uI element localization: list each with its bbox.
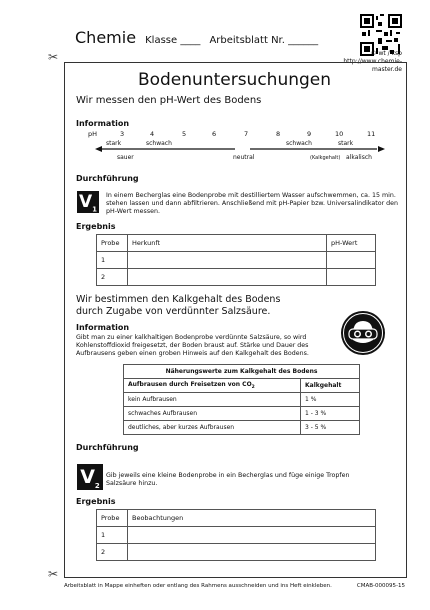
- result-table-ph: [96, 234, 376, 286]
- ph-value: 5: [182, 130, 187, 138]
- column-header: Probe: [97, 235, 128, 252]
- experiment-instructions: Gib jeweils eine kleine Bodenprobe in ein Becherglas und füge einige Tropfen Salzsäure hinzu.: [106, 472, 350, 488]
- ph-cell[interactable]: [327, 252, 376, 269]
- ph-value: 11: [367, 130, 376, 138]
- durchfuehrung-heading: Durchführung: [76, 443, 139, 452]
- table-row: [124, 407, 360, 421]
- website-url: http://www.chemie-master.de: [343, 58, 402, 73]
- column-header: Beobachtungen: [128, 510, 376, 527]
- subject-label: Chemie: [75, 28, 137, 47]
- table-row: [124, 393, 360, 407]
- kalkgehalt-cell: 1 - 3 %: [301, 407, 360, 421]
- herkunft-cell[interactable]: [128, 252, 327, 269]
- column-header: Kalkgehalt: [301, 379, 360, 393]
- worksheet-header: [75, 28, 318, 47]
- table-row: [97, 527, 376, 544]
- kalkgehalt-cell: 1 %: [301, 393, 360, 407]
- klasse-field: Klasse ____: [145, 35, 201, 46]
- ph-value: 4: [150, 130, 155, 138]
- section-title-ph: Wir messen den pH-Wert des Bodens: [76, 95, 262, 106]
- ph-value: 6: [212, 130, 217, 138]
- column-header: Probe: [97, 510, 128, 527]
- table-row: [97, 269, 376, 286]
- table-header-row: [97, 235, 376, 252]
- row-number: 1: [97, 527, 128, 544]
- table-row: [124, 421, 360, 435]
- document-code: CMAB-000095-15: [356, 583, 405, 589]
- ph-value: 9: [307, 130, 312, 138]
- table-caption-row: [124, 365, 360, 379]
- result-table-kalk: [96, 509, 376, 561]
- ph-value: 10: [335, 130, 344, 138]
- experiment-instructions: In einem Becherglas eine Bodenprobe mit destilliertem Wasser aufschwemmen, ca. 15 min. stehen lassen und dann abfiltrieren. Anschließend mit pH-Papier bzw. Universalindikator den pH-Wert messen.: [106, 192, 399, 216]
- durchfuehrung-heading: Durchführung: [76, 174, 139, 183]
- aufbrausen-cell: deutliches, aber kurzes Aufbrausen: [124, 421, 301, 435]
- scissors-icon: ✂: [48, 50, 59, 64]
- section-title-kalk: Wir bestimmen den Kalkgehalt des Bodens durch Zugabe von verdünnter Salzsäure.: [76, 294, 281, 317]
- ergebnis-heading: Ergebnis: [76, 222, 116, 231]
- kalk-reference-table: [123, 364, 360, 435]
- kalkgehalt-label: (Kalkgehalt): [310, 155, 341, 161]
- ph-value: 3: [120, 130, 125, 138]
- column-header: pH-Wert: [327, 235, 376, 252]
- beobachtung-cell[interactable]: [128, 527, 376, 544]
- ph-value: 7: [244, 130, 249, 138]
- strength-label: stark: [106, 140, 122, 147]
- beobachtung-cell[interactable]: [128, 544, 376, 561]
- information-heading: Information: [76, 323, 130, 332]
- sauer-label: sauer: [117, 154, 134, 161]
- ph-arrows: [95, 145, 385, 153]
- table-row: [97, 252, 376, 269]
- footer: [64, 583, 405, 589]
- strength-label: schwach: [146, 140, 172, 147]
- table-row: [97, 544, 376, 561]
- table-header-row: [97, 510, 376, 527]
- ph-value: 8: [276, 130, 281, 138]
- herkunft-cell[interactable]: [128, 269, 327, 286]
- ph-cell[interactable]: [327, 269, 376, 286]
- neutral-label: neutral: [233, 154, 255, 161]
- copyright-text: © wt / ksp: [370, 50, 402, 57]
- kalkgehalt-cell: 3 - 5 %: [301, 421, 360, 435]
- strength-label: stark: [338, 140, 354, 147]
- alkalisch-label: alkalisch: [346, 154, 372, 161]
- ergebnis-heading: Ergebnis: [76, 497, 116, 506]
- aufbrausen-cell: kein Aufbrausen: [124, 393, 301, 407]
- experiment-badge: $V_2$: [77, 464, 103, 490]
- page-title: Bodenuntersuchungen: [137, 70, 332, 90]
- table-caption: Näherungswerte zum Kalkgehalt des Bodens: [124, 365, 360, 379]
- row-number: 2: [97, 544, 128, 561]
- information-text: Gibt man zu einer kalkhaltigen Bodenprobe verdünnte Salzsäure, so wird Kohlenstoffdioxid freigesetzt, der Boden braust auf. Stärke und Dauer des Aufbrausens geben einen groben Hinweis auf den Kalkgehalt des Bodens.: [76, 334, 309, 358]
- row-number: 2: [97, 269, 128, 286]
- arbeitsblatt-field: Arbeitsblatt Nr. ______: [209, 35, 319, 46]
- information-heading: Information: [76, 119, 130, 128]
- ph-label: pH: [88, 130, 98, 138]
- table-header-row: [124, 379, 360, 393]
- strength-label: schwach: [286, 140, 312, 147]
- aufbrausen-cell: schwaches Aufbrausen: [124, 407, 301, 421]
- scissors-icon: ✂: [48, 567, 59, 581]
- column-header: Aufbrausen durch Freisetzen von $CO_2$: [124, 379, 301, 393]
- row-number: 1: [97, 252, 128, 269]
- safety-goggles-icon: [340, 310, 386, 356]
- experiment-badge: $V_1$: [78, 192, 98, 214]
- footer-instruction: Arbeitsblatt in Mappe einheften oder entlang des Rahmens ausschneiden und ins Heft einkleben.: [64, 583, 332, 589]
- column-header: Herkunft: [128, 235, 327, 252]
